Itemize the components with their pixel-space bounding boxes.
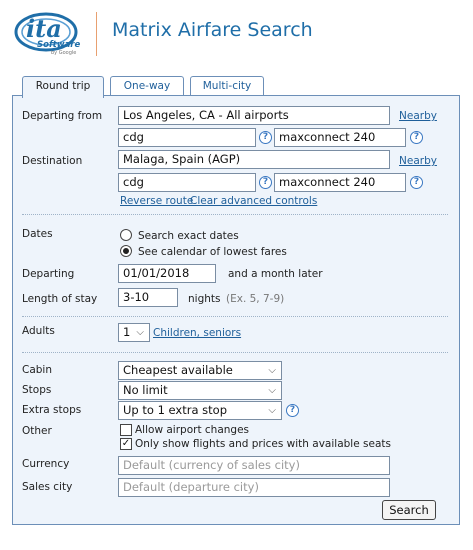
ita-software-logo	[12, 10, 80, 58]
stops-label: Stops	[22, 384, 52, 396]
logo-byline: by Google	[51, 50, 77, 56]
destination-connect-input[interactable]: maxconnect 240	[274, 173, 406, 192]
radio-calendar-lowest-fares[interactable]	[120, 245, 132, 257]
cabin-select[interactable]	[118, 361, 282, 380]
destination-input[interactable]: Malaga, Spain (AGP)	[118, 150, 390, 169]
allow-airport-changes-label: Allow airport changes	[135, 424, 250, 436]
adults-select-value: 1	[123, 325, 131, 339]
destination-label: Destination	[22, 155, 83, 167]
logo-text: ita	[26, 14, 62, 43]
adults-label: Adults	[22, 325, 55, 337]
exact-dates-label: Search exact dates	[138, 230, 239, 242]
tab-round-trip[interactable]: Round trip	[22, 76, 104, 98]
section-divider	[22, 352, 448, 353]
extra-stops-select[interactable]	[118, 401, 282, 420]
help-icon[interactable]: ?	[259, 176, 272, 189]
departing-code-input[interactable]: cdg	[118, 128, 256, 147]
help-icon[interactable]: ?	[410, 131, 423, 144]
departing-date-label: Departing	[22, 268, 75, 280]
departing-connect-input[interactable]: maxconnect 240	[274, 128, 406, 147]
stops-select[interactable]	[118, 381, 282, 400]
departing-date-suffix: and a month later	[228, 268, 323, 280]
tab-one-way[interactable]: One-way	[110, 76, 184, 96]
page-title: Matrix Airfare Search	[112, 19, 313, 41]
dates-label: Dates	[22, 228, 53, 240]
section-divider	[22, 316, 448, 317]
length-of-stay-label: Length of stay	[22, 293, 98, 305]
currency-input[interactable]: Default (currency of sales city)	[118, 456, 390, 475]
tab-multi-city[interactable]: Multi-city	[190, 76, 264, 96]
only-available-seats-label: Only show flights and prices with available seats	[135, 438, 391, 450]
help-icon[interactable]: ?	[259, 131, 272, 144]
section-divider	[22, 214, 448, 215]
nearby-origin-link[interactable]: Nearby	[399, 110, 437, 122]
nearby-destination-link[interactable]: Nearby	[399, 155, 437, 167]
sales-city-input[interactable]: Default (departure city)	[118, 478, 390, 497]
cabin-label: Cabin	[22, 364, 53, 376]
radio-exact-dates[interactable]	[120, 229, 132, 241]
departing-from-input[interactable]: Los Angeles, CA - All airports	[118, 106, 390, 125]
departing-from-label: Departing from	[22, 110, 103, 122]
chevron-down-icon: ⌵	[268, 365, 276, 376]
help-icon[interactable]: ?	[286, 404, 299, 417]
allow-airport-changes-checkbox[interactable]	[120, 424, 132, 436]
extra-stops-select-value: Up to 1 extra stop	[123, 403, 227, 417]
nights-label: nights	[188, 293, 221, 305]
length-of-stay-input[interactable]: 3-10	[118, 288, 178, 307]
adults-select[interactable]	[118, 323, 150, 342]
header-divider	[96, 12, 97, 56]
only-available-seats-checkbox[interactable]: ✓	[121, 438, 131, 449]
reverse-route-link[interactable]: Reverse route	[120, 195, 194, 207]
currency-label: Currency	[22, 458, 70, 470]
stops-select-value: No limit	[123, 383, 168, 397]
cabin-select-value: Cheapest available	[123, 363, 233, 377]
search-button[interactable]: Search	[382, 500, 436, 520]
extra-stops-label: Extra stops	[22, 404, 82, 416]
clear-advanced-controls-link[interactable]: Clear advanced controls	[190, 195, 318, 207]
logo-subtext: Software	[37, 40, 81, 50]
sales-city-label: Sales city	[22, 481, 73, 493]
children-seniors-link[interactable]: Children, seniors	[153, 327, 242, 339]
stay-example-hint: (Ex. 5, 7-9)	[226, 293, 285, 305]
help-icon[interactable]: ?	[410, 176, 423, 189]
chevron-down-icon: ⌵	[136, 327, 144, 338]
calendar-lowest-fares-label: See calendar of lowest fares	[138, 246, 287, 258]
chevron-down-icon: ⌵	[268, 385, 276, 396]
departing-date-input[interactable]: 01/01/2018	[118, 264, 216, 283]
destination-code-input[interactable]: cdg	[118, 173, 256, 192]
other-label: Other	[22, 425, 52, 437]
chevron-down-icon: ⌵	[268, 405, 276, 416]
